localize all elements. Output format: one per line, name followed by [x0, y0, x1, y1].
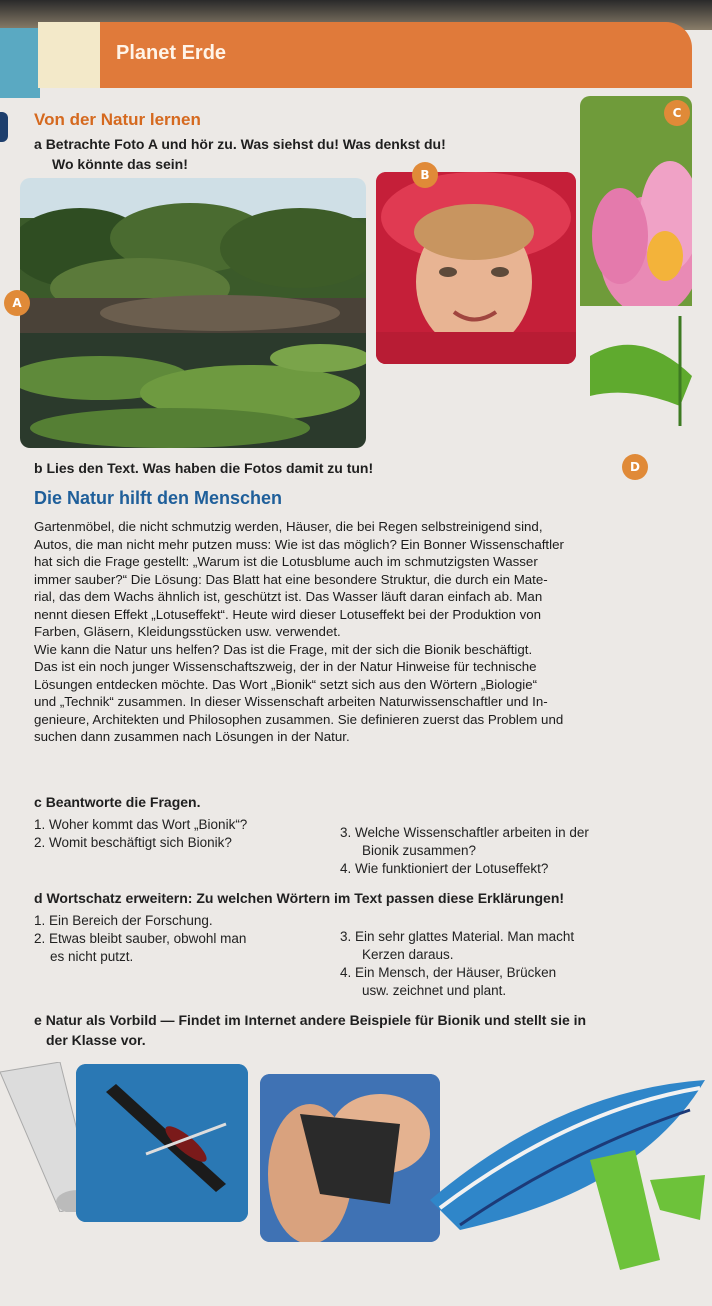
task-d [34, 888, 564, 908]
task-c [34, 792, 201, 812]
item-3-line1: 3. Ein sehr glattes Material. Man macht [340, 929, 575, 944]
section-title: Von der Natur lernen [34, 110, 201, 129]
task-b-letter: b [34, 460, 43, 476]
photo-c-badge: C [664, 100, 690, 126]
task-a-line2: Wo könnte das sein! [52, 156, 188, 172]
article-line: Wie kann die Natur uns helfen? Das ist die Frage, mit der sich die Bionik beschäftigt. [34, 641, 533, 657]
gecko-foot-image [260, 1074, 440, 1242]
question-1: 1. Woher kommt das Wort „Bionik“? [34, 817, 248, 832]
task-c-questions-right [340, 824, 589, 878]
item-1: 1. Ein Bereich der Forschung. [34, 913, 213, 928]
task-d-items-right [340, 928, 574, 1000]
chapter-title: Planet Erde [116, 42, 227, 64]
photo-b-badge: B [412, 162, 438, 188]
task-b-text: Lies den Text. Was haben die Fotos damit zu tun! [46, 460, 374, 476]
question-3-line2: Bionik zusammen? [362, 843, 477, 858]
photo-b-child [376, 172, 576, 364]
photo-c-lotus [580, 96, 692, 426]
task-a-letter: a [34, 136, 42, 152]
task-e-line2: der Klasse vor. [46, 1032, 146, 1048]
article-line: Farben, Gläsern, Kleidungsstücken usw. verwendet. [34, 624, 341, 639]
item-3-line2: Kerzen daraus. [362, 947, 454, 962]
item-2-line1: 2. Etwas bleibt sauber, obwohl man [34, 931, 247, 946]
task-a [34, 134, 446, 174]
article-body [34, 518, 674, 746]
task-b [34, 458, 373, 478]
task-d-items-left [34, 912, 246, 966]
task-c-text: Beantworte die Fragen. [45, 794, 201, 810]
question-4: 4. Wie funktioniert der Lotuseffekt? [340, 861, 549, 876]
article-line: genieure, Architekten und Philosophen zusammen. Sie definieren zuerst das Problem und [34, 711, 564, 727]
task-d-text: Wortschatz erweitern: Zu welchen Wörtern im Text passen diese Erklärungen! [46, 890, 565, 906]
article-line: und „Technik“ zusammen. In dieser Wissenschaft arbeiten Naturwissenschaftler und In- [34, 694, 548, 709]
photo-d-badge: D [622, 454, 648, 480]
article-line: immer sauber?“ Die Lösung: Das Blatt hat eine besondere Struktur, die durch ein Mate- [34, 571, 548, 587]
task-c-letter: c [34, 794, 42, 810]
chapter-header-notch [38, 22, 100, 88]
surfboard-flippers-image [420, 1080, 712, 1280]
question-2: 2. Womit beschäftigt sich Bionik? [34, 835, 232, 850]
task-a-line1: Betrachte Foto A und hör zu. Was siehst du! Was denkst du! [45, 136, 446, 152]
question-3-line1: 3. Welche Wissenschaftler arbeiten in der [340, 825, 589, 840]
task-e-line1: Natur als Vorbild — Findet im Internet andere Beispiele für Bionik und stellt sie in [45, 1012, 587, 1028]
lotus-flower-image [580, 96, 692, 426]
photo-a-badge: A [4, 290, 30, 316]
article-title: Die Natur hilft den Menschen [34, 488, 283, 508]
article-line: Lösungen entdecken möchte. Das Wort „Bionik“ setzt sich aus den Wörtern „Biologie“ [34, 676, 538, 692]
task-e-letter: e [34, 1012, 42, 1028]
task-e [34, 1010, 586, 1050]
article-line: rial, das dem Wachs ähnlich ist, geschützt ist. Das Wasser läuft daran einfach ab. Man [34, 589, 543, 604]
article-line: suchen dann zusammen nach Lösungen in der Natur. [34, 729, 350, 744]
lake-landscape-image [20, 178, 366, 448]
item-4-line2: usw. zeichnet und plant. [362, 983, 507, 998]
photo-a-lake [20, 178, 366, 448]
task-c-questions-left [34, 816, 247, 852]
child-face-image [376, 172, 576, 364]
article-line: Autos, die man nicht mehr putzen muss: Wie ist das möglich? Ein Bonner Wissenschaftler [34, 536, 564, 552]
left-margin-tab [0, 112, 8, 142]
item-4-line1: 4. Ein Mensch, der Häuser, Brücken [340, 965, 557, 980]
teal-strip [0, 28, 40, 98]
article-line: Das ist ein noch junger Wissenschaftszweig, der in der Natur Hinweise für technische [34, 659, 537, 674]
article-line: hat sich die Frage gestellt: „Warum ist die Lotusblume auch im schmutzigsten Wasser [34, 554, 538, 569]
article-line: Gartenmöbel, die nicht schmutzig werden, Häuser, die bei Regen selbstreinigend sind, [34, 519, 543, 534]
task-d-letter: d [34, 890, 43, 906]
article-line: nennt diesen Effekt „Lotuseffekt“. Heute wird dieser Lotuseffekt bei der Produktion von [34, 606, 542, 622]
bird-dive-image [76, 1064, 248, 1222]
item-2-line2: es nicht putzt. [50, 949, 134, 964]
